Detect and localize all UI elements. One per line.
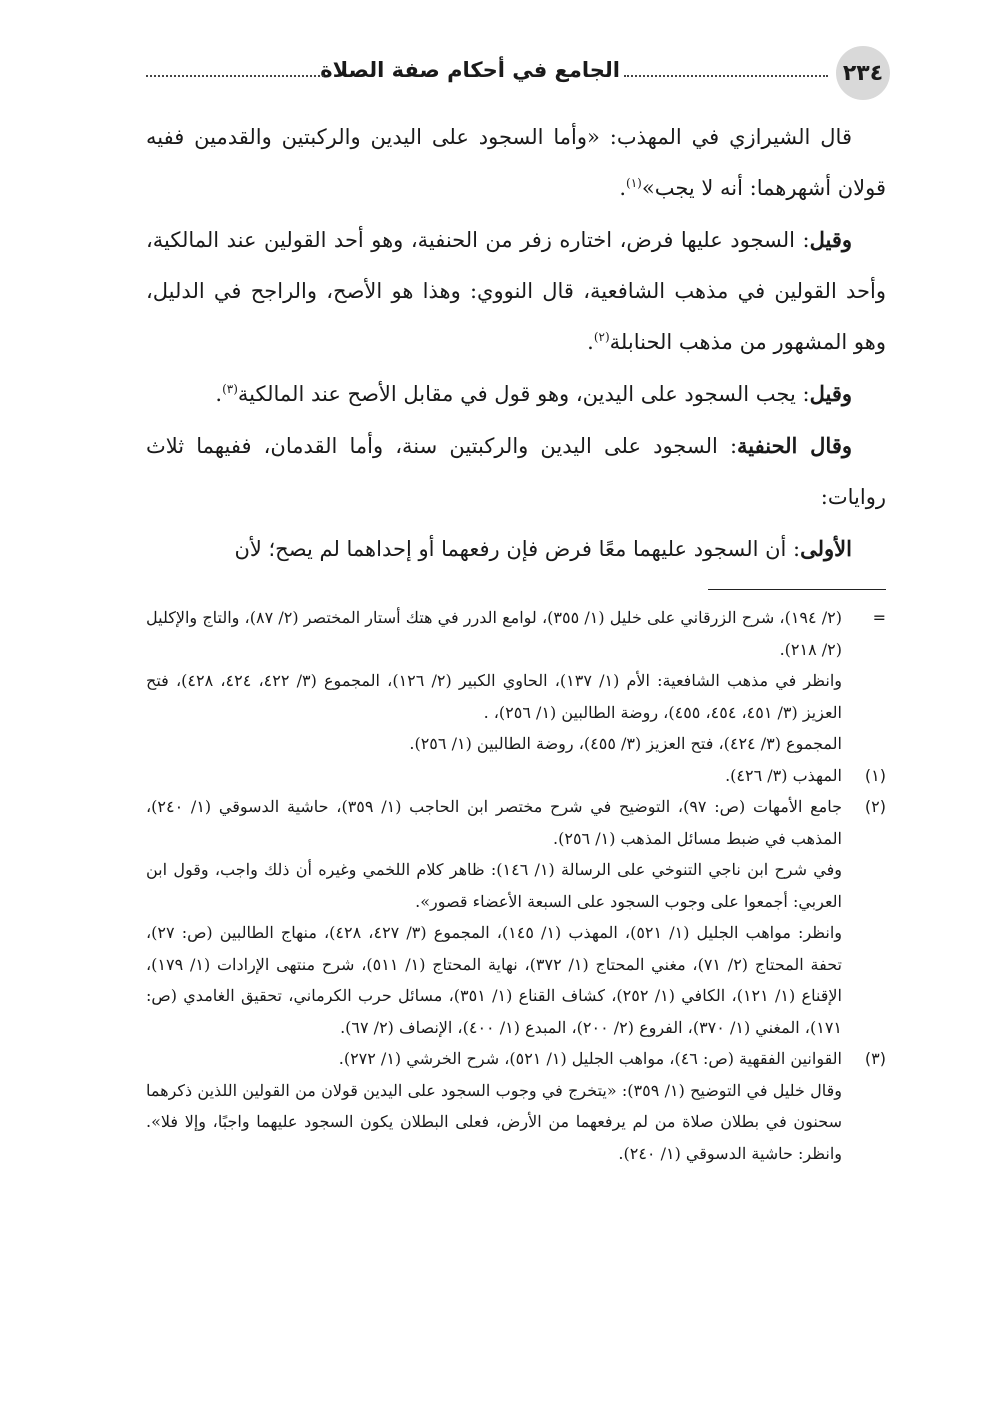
footnote-2: (٢) جامع الأمهات (ص: ٩٧)، التوضيح في شرح مختصر ابن الحاجب (١/ ٣٥٩)، حاشية الدسوقي (١/ ٢٤٠)، المذهب في ضبط مسائل المذهب (١/ ٢٥٦). xyxy=(146,791,886,854)
footnote-mark-2: (٢) xyxy=(864,797,886,816)
footnote-ref-3[interactable]: (٣) xyxy=(222,382,238,396)
footnote-ref-1[interactable]: (١) xyxy=(626,176,642,190)
paragraph-3: وقيل: يجب السجود على اليدين، وهو قول في مقابل الأصح عند المالكية$^{(٣)}$. xyxy=(215,381,852,406)
footnote-continued-3: المجموع (٣/ ٤٢٤)، فتح العزيز (٣/ ٤٥٥)، روضة الطالبين (١/ ٢٥٦). xyxy=(409,734,842,753)
paragraph-5: الأولى: أن السجود عليهما معًا فرض فإن رفعهما أو إحداهما لم يصح؛ لأن xyxy=(234,536,852,561)
footnotes xyxy=(146,602,886,1169)
paragraph-1: قال الشيرازي في المهذب: «وأما السجود على اليدين والركبتين والقدمين ففيه قولان أشهرهما: أنه لا يجب»$^{(١)}$. xyxy=(146,125,886,200)
header-dots-right xyxy=(624,75,828,77)
paragraph-2: وقيل: السجود عليها فرض، اختاره زفر من الحنفية، وهو أحد القولين عند المالكية، وأحد القولين في مذهب الشافعية، قال النووي: وهذا هو الأصح، والراجح في الدليل، وهو المشهور من مذهب الحنابلة$^{(٢)}$. xyxy=(146,227,886,354)
footnote-3: (٣) القوانين الفقهية (ص: ٤٦)، مواهب الجليل (١/ ٥٢١)، شرح الخرشي (١/ ٢٧٢). xyxy=(146,1043,886,1075)
footnote-continued: = (٢/ ١٩٤)، شرح الزرقاني على خليل (١/ ٣٥٥)، لوامع الدرر في هتك أستار المختصر (٢/ ٨٧)، والتاج والإكليل (٢/ ٢١٨). xyxy=(146,602,886,665)
footnote-1: (١) المهذب (٣/ ٤٢٦). xyxy=(146,760,886,792)
continuation-mark: = xyxy=(872,608,886,627)
footnote-mark-3: (٣) xyxy=(864,1049,886,1068)
footnote-2-c: وانظر: مواهب الجليل (١/ ٥٢١)، المهذب (١/ ١٤٥)، المجموع (٣/ ٤٢٧، ٤٢٨)، منهاج الطالبين (ص: ٢٧)، تحفة المحتاج (٢/ ٧١)، مغني المحتاج (١/ ٣٧٢)، نهاية المحتاج (١/ ٥١١)، شرح منتهى الإرادات (١/ ١٧٩)، الإقناع (١/ ١٢١)، الكافي (١/ ٢٥٢)، كشاف القناع (١/ ٣٥١)، مسائل حرب الكرماني، تحقيق الغامدي (ص: ١٧١)، المغني (١/ ٣٧٠)، الفروع (٢/ ٢٠٠)، المبدع (١/ ٤٠٠)، الإنصاف (٢/ ٦٧). xyxy=(146,923,843,1037)
footnote-mark-1: (١) xyxy=(864,765,886,785)
footnote-separator xyxy=(708,589,886,590)
footnote-2-b: وفي شرح ابن ناجي التنوخي على الرسالة (١/ ١٤٦): ظاهر كلام اللخمي وغيره أن ذلك واجب، وقول ابن العربي: أجمعوا على وجوب السجود على السبعة الأعضاء قصور». xyxy=(146,860,842,911)
main-text xyxy=(146,112,886,575)
footnote-continued-2: وانظر في مذهب الشافعية: الأم (١/ ١٣٧)، الحاوي الكبير (٢/ ١٢٦)، المجموع (٣/ ٤٢٢، ٤٢٤، ٤٢٨)، فتح العزيز (٣/ ٤٥١، ٤٥٤، ٤٥٥)، روضة الطالبين (١/ ٢٥٦)، . xyxy=(146,671,843,722)
header-dots-left xyxy=(146,75,324,77)
footnote-3-b: وقال خليل في التوضيح (١/ ٣٥٩): «يتخرج في وجوب السجود على اليدين قولان من القولين اللذين ذكرهما سحنون في بطلان صلاة من لم يرفعهما من الأرض، فعلى البطلان يكون السجود عليهما واجبًا، وإلا فلا». وانظر: حاشية الدسوقي (١/ ٢٤٠). xyxy=(146,1080,842,1163)
page-number: ٢٣٤ xyxy=(836,46,890,100)
paragraph-4: وقال الحنفية: السجود على اليدين والركبتين سنة، وأما القدمان، ففيهما ثلاث روايات: xyxy=(146,433,886,509)
running-title: الجامع في أحكام صفة الصلاة xyxy=(320,58,620,82)
footnote-ref-2[interactable]: (٢) xyxy=(593,330,610,344)
